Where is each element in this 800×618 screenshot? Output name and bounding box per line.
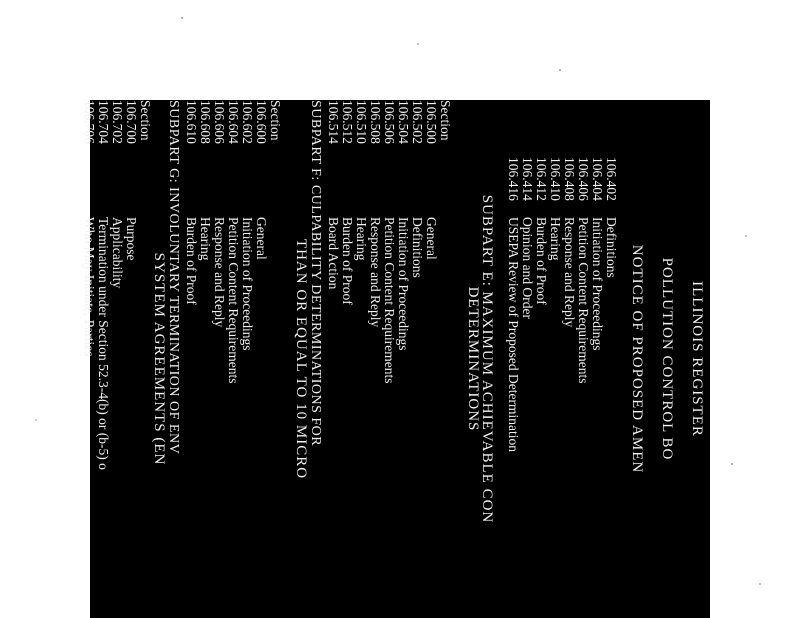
section-title: Response and Reply: [212, 217, 227, 328]
section-title: USEPA Review of Proposed Determination: [506, 217, 521, 452]
section-number: 106.700: [124, 100, 139, 144]
section-title: Applicability: [110, 217, 125, 289]
list-item: [395, 100, 411, 618]
subpart-e-title: SUBPART E: MAXIMUM ACHIEVABLE CON: [479, 194, 495, 524]
section-title: Purpose: [124, 217, 139, 261]
section-number: 106.402: [604, 157, 619, 201]
notice-heading: [629, 100, 645, 618]
list-item: [109, 100, 125, 618]
section-number: 106.500: [424, 100, 439, 144]
subpart-g-subtitle: SYSTEM AGREEMENTS (EN: [151, 252, 167, 466]
list-item: [253, 100, 269, 618]
section-title: Petition Content Requirements: [226, 217, 241, 384]
list-item: [589, 100, 605, 618]
section-title: Hearing: [198, 217, 213, 261]
list-item: [575, 100, 591, 618]
subpart-e-subtitle: DETERMINATIONS: [465, 286, 481, 432]
list-item: [325, 100, 341, 618]
list-item: [95, 100, 111, 618]
board-title: POLLUTION CONTROL BO: [659, 257, 675, 461]
section-title: General: [254, 217, 269, 260]
list-item: [381, 100, 397, 618]
section-title: Petition Content Requirements: [576, 217, 591, 384]
subpart-f-title: SUBPART F: CULPABILITY DETERMINATIONS FOR: [308, 100, 323, 447]
list-item: [547, 100, 563, 618]
scanned-page: [82, 100, 710, 618]
register-heading: [689, 100, 705, 618]
section-number: 106.514: [326, 100, 341, 144]
register-title: ILLINOIS REGISTER: [689, 281, 705, 437]
list-item: [123, 100, 139, 618]
section-number: 106.506: [382, 100, 397, 144]
section-number: 106.602: [240, 100, 255, 144]
list-item: [409, 100, 425, 618]
section-number: 106.416: [506, 157, 521, 201]
section-label: Section: [268, 100, 283, 141]
section-title: Board Action: [326, 217, 341, 290]
section-number: 106.706: [82, 100, 97, 144]
section-number: 106.610: [184, 100, 199, 144]
section-title: Definitions: [410, 217, 425, 278]
section-title: Who May Initiate, Parties: [82, 217, 97, 357]
list-item: [239, 100, 255, 618]
board-heading: [659, 100, 675, 618]
rotated-document: [82, 100, 710, 618]
list-item: [423, 100, 439, 618]
subpart-e-heading-2: [465, 100, 481, 618]
section-label: Section: [438, 100, 453, 141]
list-item: [603, 100, 619, 618]
list-item: [519, 100, 535, 618]
section-number: 106.606: [212, 100, 227, 144]
section-title: Definitions: [604, 217, 619, 278]
section-number: 106.512: [340, 100, 355, 144]
list-item: [353, 100, 369, 618]
section-number: 106.408: [562, 157, 577, 201]
section-number: 106.414: [520, 157, 535, 201]
notice-title: NOTICE OF PROPOSED AMEN: [629, 244, 645, 474]
list-item: [183, 100, 199, 618]
list-item: [197, 100, 213, 618]
section-number: 106.608: [198, 100, 213, 144]
section-label-row: [267, 100, 283, 618]
section-number: 106.702: [110, 100, 125, 144]
section-title: Initiation of Proceedings: [240, 217, 255, 351]
section-title: Response and Reply: [562, 217, 577, 328]
subpart-e-heading: [479, 100, 495, 618]
section-title: Response and Reply: [368, 217, 383, 328]
section-title: Opinion and Order: [520, 217, 535, 319]
section-label: Section: [138, 100, 153, 141]
list-item: [339, 100, 355, 618]
section-number: 106.600: [254, 100, 269, 144]
section-number: 106.504: [396, 100, 411, 144]
section-number: 106.406: [576, 157, 591, 201]
section-title: General: [424, 217, 439, 260]
subpart-g-title: SUBPART G: INVOLUNTARY TERMINATION OF ENV: [166, 100, 181, 455]
section-number: 106.410: [548, 157, 563, 201]
section-title: Termination under Section 52.3-4(b) or (b-5) o: [96, 217, 111, 470]
section-label-row: [137, 100, 153, 618]
subpart-g-heading: [165, 100, 181, 618]
section-title: Petition Content Requirements: [382, 217, 397, 384]
section-title: Burden of Proof: [340, 217, 355, 305]
section-title: Burden of Proof: [534, 217, 549, 305]
section-number: 106.508: [368, 100, 383, 144]
list-item: [533, 100, 549, 618]
section-number: 106.510: [354, 100, 369, 144]
section-number: 106.412: [534, 157, 549, 201]
section-title: Initiation of Proceedings: [396, 217, 411, 351]
list-item: [367, 100, 383, 618]
section-title: Hearing: [354, 217, 369, 261]
list-item: [561, 100, 577, 618]
subpart-f-subtitle: THAN OR EQUAL TO 10 MICRO: [293, 238, 309, 480]
list-item: [505, 100, 521, 618]
list-item: [211, 100, 227, 618]
section-title: Initiation of Proceedings: [590, 217, 605, 351]
section-label-row: [437, 100, 453, 618]
list-item: [225, 100, 241, 618]
subpart-f-heading-2: [293, 100, 309, 618]
list-item: [81, 100, 97, 618]
subpart-g-heading-2: [151, 100, 167, 618]
section-number: 106.404: [590, 157, 605, 201]
section-number: 106.704: [96, 100, 111, 144]
subpart-f-heading: [307, 100, 323, 618]
section-number: 106.604: [226, 100, 241, 144]
section-title: Burden of Proof: [184, 217, 199, 305]
section-number: 106.502: [410, 100, 425, 144]
section-title: Hearing: [548, 217, 563, 261]
